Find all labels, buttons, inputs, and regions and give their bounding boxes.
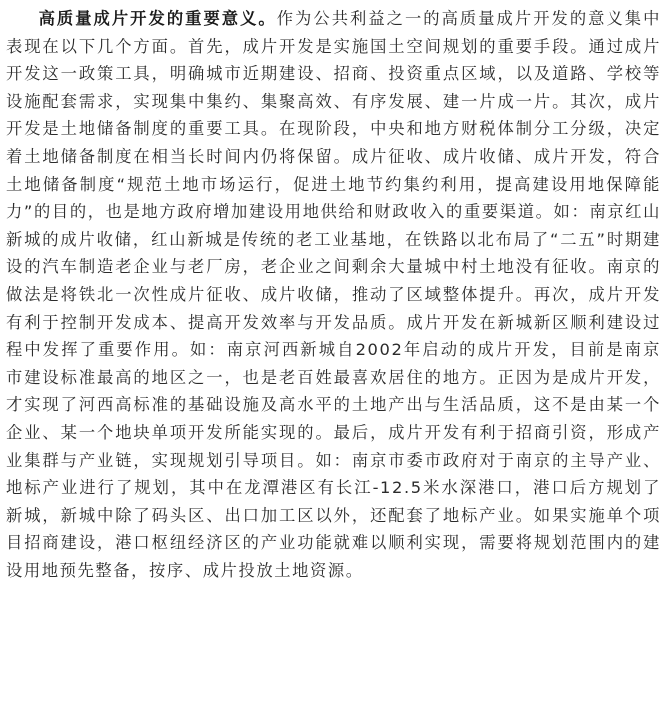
article-paragraph [6,5,661,584]
paragraph-body: 作为公共利益之一的高质量成片开发的意义集中表现在以下几个方面。首先，成片开发是实施国土空间规划的重要手段。通过成片开发这一政策工具，明确城市近期建设、招商、投资重点区域，以及道路、学校等设施配套需求，实现集中集约、集聚高效、有序发展、建一片成一片。其次，成片开发是土地储备制度的重要工具。在现阶段，中央和地方财税体制分工分级，决定着土地储备制度在相当长时间内仍将保留。成片征收、成片收储、成片开发，符合土地储备制度“规范土地市场运行，促进土地节约集约利用，提高建设用地保障能力”的目的，也是地方政府增加建设用地供给和财政收入的重要渠道。如：南京红山新城的成片收储，红山新城是传统的老工业基地，在铁路以北布局了“二五”时期建设的汽车制造老企业与老厂房，老企业之间剩余大量城中村土地没有征收。南京的做法是将铁北一次性成片征收、成片收储，推动了区域整体提升。再次，成片开发有利于控制开发成本、提高开发效率与开发品质。成片开发在新城新区顺利建设过程中发挥了重要作用。如：南京河西新城自2002年启动的成片开发，目前是南京市建设标准最高的地区之一，也是老百姓最喜欢居住的地方。正因为是成片开发，才实现了河西高标准的基础设施及高水平的土地产出与生活品质，这不是由某一个企业、某一个地块单项开发所能实现的。最后，成片开发有利于招商引资，形成产业集群与产业链，实现规划引导项目。如：南京市委市政府对于南京的主导产业、地标产业进行了规划，其中在龙潭港区有长江-12.5米水深港口，港口后方规划了新城，新城中除了码头区、出口加工区以外，还配套了地标产业。如果实施单个项目招商建设，港口枢纽经济区的产业功能就难以顺利实现，需要将规划范围内的建设用地预先整备，按序、成片投放土地资源。 [6,9,661,580]
article [6,5,661,584]
paragraph-heading: 高质量成片开发的重要意义。 [38,9,277,28]
